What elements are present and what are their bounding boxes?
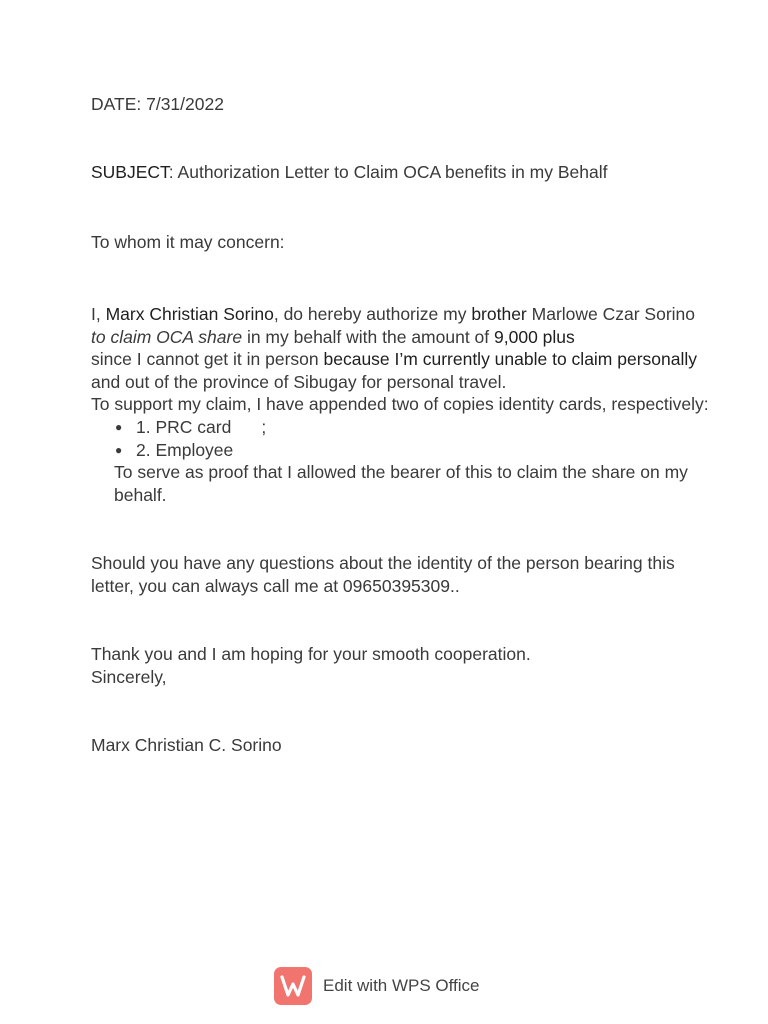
letter-salutation: To whom it may concern: (91, 232, 285, 252)
body-text: since I cannot get it in person (91, 349, 324, 370)
bullet-icon: ● (115, 442, 123, 457)
bullet-icon: ● (115, 419, 123, 434)
letter-body (91, 303, 711, 506)
id-card-label: 2. Employee (136, 439, 234, 460)
body-text: in my behalf with the amount of (242, 326, 495, 347)
body-text: and out of the province of Sibugay for personal travel. (91, 371, 507, 392)
body-text: I, (91, 304, 106, 324)
letter-date: DATE: 7/31/2022 (91, 94, 224, 114)
closing-block (91, 643, 711, 688)
body-text: , do hereby authorize my (273, 304, 472, 324)
grantor-name: Marx Christian Sorino (105, 304, 274, 324)
thanks-line: Thank you and I am hoping for your smooth cooperation. (91, 644, 531, 664)
list-item (91, 416, 711, 439)
reason-text: because I’m currently unable to claim personally (323, 349, 698, 370)
signature-name: Marx Christian C. Sorino (91, 735, 282, 755)
id-card-list (91, 416, 711, 461)
subject-label: SUBJECT (91, 162, 169, 182)
wps-office-icon (274, 967, 312, 1005)
list-item (91, 439, 711, 462)
edit-with-wps-button[interactable] (274, 966, 480, 1006)
claim-phrase: to claim OCA share (91, 326, 243, 347)
id-card-suffix: ; (261, 416, 267, 437)
subject-text: : Authorization Letter to Claim OCA benefits in my Behalf (168, 162, 608, 182)
authorization-paragraph (91, 303, 711, 393)
letter-subject (91, 161, 711, 184)
support-paragraph: To support my claim, I have appended two of copies identity cards, respectively: (91, 394, 709, 415)
questions-paragraph: Should you have any questions about the identity of the person bearing this letter, you can always call me at 09650395309.. (91, 553, 675, 596)
claim-amount: 9,000 plus (494, 326, 575, 347)
relation-text: brother (471, 304, 527, 324)
proof-paragraph: To serve as proof that I allowed the bearer of this to claim the share on my behalf. (114, 462, 688, 505)
id-card-label: 1. PRC card (136, 416, 232, 437)
body-text: Marlowe Czar Sorino (526, 304, 696, 324)
footer-label: Edit with WPS Office (323, 975, 480, 995)
closing-line: Sincerely, (91, 666, 167, 687)
